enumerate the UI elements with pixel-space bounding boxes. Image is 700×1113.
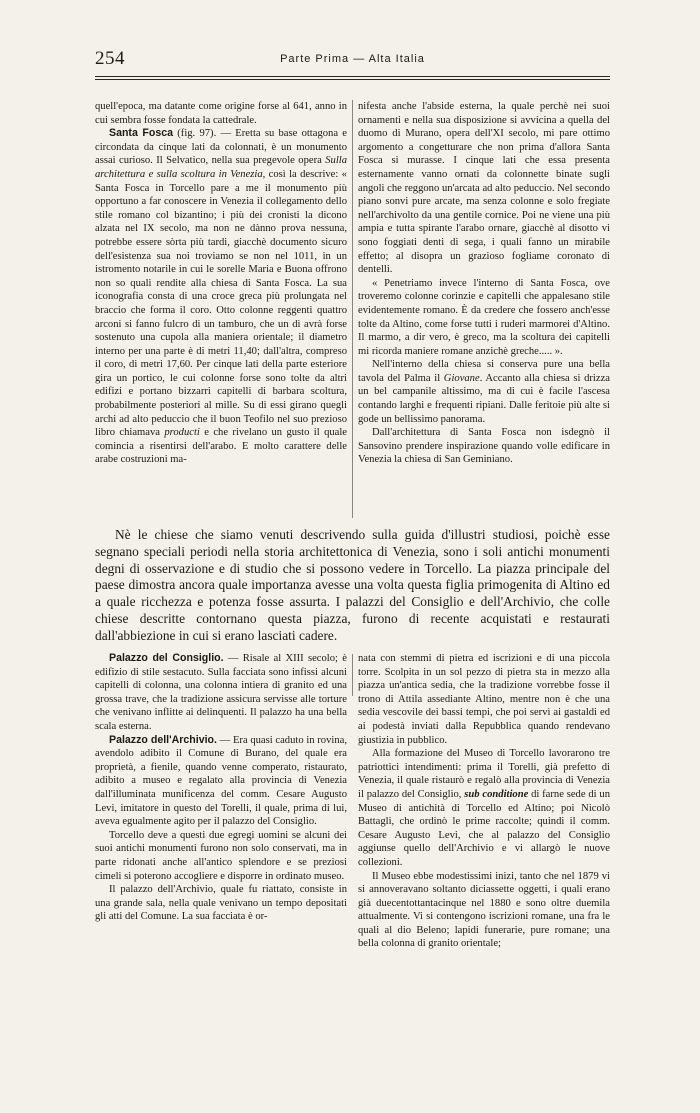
top-right-column: [358, 100, 610, 526]
text-run: così la descrive: « Santa Fosca in Torcello pare a me il monumento più opportuno a far conoscere in Venezia il collegamento dello stile romano col bizantino; i più dei cronisti la dicono alzata nel IX secolo, ma non ne dànno prova nessuna, potrebbe essere sòrta più tardi, giacchè documento sicuro dell'esistenza sua noi troviamo se non nel 1011, in un istromento notarile in cui le sorelle Maria e Buona offrono non so quali rendite alla chiesa di Santa Fosca. La sua iconografia consta di una croce greca più prolungata nel braccio che forma il coro. Otto colonne reggenti quattro arconi si fanno fulcro di un tamburo, che un dì avrà forse sostenuto una cupola alla maniera orientale; il diametro interno per una parte è di metri 11,40; dall'altra, compreso il coro, di metri 17,60. Per cinque lati della parte esteriore gira un portico, le cui colonne forse sono tolte da altri edifizi e portano bizzarri capitelli di barbara scoltura, probabilmente posteriori al mille. Su di essi girano quegli archi ad alto peduccio che il buon Teofilo nel suo prezioso libro chiamava: [95, 168, 347, 439]
column-divider: [352, 100, 353, 518]
paragraph: Torcello deve a questi due egregi uomini se alcuni dei suoi antichi monumenti furono non solo conservati, ma in parte ridonati anche all'antico splendore e se preziosi cimeli si poterono accogliere e disporre in ordinato museo.: [95, 829, 347, 882]
paragraph: Dall'architettura di Santa Fosca non isdegnò il Sansovino prendere inspirazione quando volle edificare in Venezia la chiesa di San Geminiano.: [358, 427, 610, 466]
paragraph: « Penetriamo invece l'interno di Santa Fosca, ove troveremo colonne corinzie e capitelli che appalesano stile evidentemente romano. È da credere che fossero anch'esse tolte da Altino, come forse tutti i ruderi marmorei d'Altino. Il marmo, a dir vero, è greco, ma la scoltura dei capitelli mi ricorda maniere romane anzichè greche..... ».: [358, 277, 610, 357]
italic-term: sub conditione: [464, 788, 529, 800]
section-heading: Santa Fosca: [109, 127, 174, 140]
page-number: 254: [95, 48, 125, 69]
intro-paragraph: [95, 527, 610, 645]
page-header: [95, 48, 610, 72]
paragraph: Il palazzo dell'Archivio, quale fu riattato, consiste in una grande sala, nella quale venivano un tempo depositati gli atti del Comune. La sua facciata è or-: [95, 884, 347, 923]
top-left-column: [95, 100, 347, 526]
italic-term: producti: [164, 427, 200, 439]
book-title: Sulla architettura e sulla scoltura in Venezia,: [95, 155, 347, 180]
palazzo-consiglio-paragraph: [95, 652, 347, 734]
palazzo-archivio-paragraph: [95, 734, 347, 829]
header-rule-thin: [95, 79, 610, 80]
column-divider: [352, 654, 353, 696]
text-run: Alla formazione del Museo di Torcello lavorarono tre patriottici intendimenti: prima il Torelli, già prefetto di Venezia, il quale ristaurò e regalò alla provincia di Venezia il palazzo del Consiglio,: [358, 748, 610, 800]
text-run: (fig. 97). — Eretta su base ottagona e circondata da cinque lati da colonnati, è un monumento assai curioso. Il Selvatico, nella sua pregevole opera: [95, 128, 347, 167]
paragraph: [358, 747, 610, 869]
text-run: di farne sede di un Museo di antichità di Torcello ed Altino; poi Nicolò Battagli, che ordinò le prime raccolte; quindi il comm. Cesare Augusto Levi, che al palazzo del Consiglio aggiunse quello dell'Archivio e vi allargò le nuove collezioni.: [358, 788, 610, 868]
italic-term: Giovane: [443, 372, 480, 384]
text-run: e che rivelano un gusto il quale comincia a risentirsi dell'arabo. E molto carattere delle arabe costruzioni ma-: [95, 427, 348, 466]
bottom-columns: [95, 652, 610, 1082]
paragraph: nata con stemmi di pietra ed iscrizioni e di una piccola torre. Scolpita in un sol pezzo di pietra sta in mezzo alla piazza un'antica sedia, che la tradizione vorrebbe fosse il trono di Attila assediante Altino, mentre non è che una sedia vescovile dei bassi tempi, che poi servì ai gastaldi ed ai podestà inviati dalla Repubblica quando rendevano giustizia in pubblico.: [358, 653, 610, 746]
text-run: — Era quasi caduto in rovina, avendolo adibito il Comune di Burano, del quale era proprietà, a fienile, quando venne comperato, ristaurato, adibito a museo e regalato alla provincia di Venezia dall'illuminata munificenza del comm. Cesare Augusto Levi, imitatore in questo del Torelli, il quale, prima di lui, aveva egualmente agito per il palazzo del Consiglio.: [95, 734, 347, 828]
bottom-right-column: [358, 652, 610, 1082]
text-run: — Risale al XIII secolo; è edifizio di stile sestacuto. Sulla facciata sono infissi alcuni capitelli di colonna, una colonna intiera di granito ed una grossa trave, che la tradizione assicura servisse alle torture che venivano inflitte ai delinquenti. Il palazzo ha una bella scala esterna.: [95, 653, 347, 732]
paragraph: Nè le chiese che siamo venuti descrivendo sulla guida d'illustri studiosi, poichè esse segnano speciali periodi nella storia architettonica di Venezia, sono i soli antichi monumenti degni di osservazione e di studio che si possono vedere in Torcello. La piazza principale del paese dimostra ancora quale importanza avesse una volta questa figlia primogenita di Altino ed a quale ricchezza e potenza fosse assurta. I palazzi del Consiglio e dell'Archivio, che colle chiese descritte contornano questa piazza, furono di recente acquistati e restaurati dall'abbiezione in cui si erano lasciati cadere.: [95, 527, 610, 643]
santa-fosca-paragraph: [95, 127, 347, 467]
header-rule: [95, 76, 610, 77]
section-heading: Palazzo dell'Archivio.: [109, 733, 217, 746]
text-run: . Accanto alla chiesa si drizza un bel campanile altissimo, ma di cui è facile l'ascesa contando larghi e frequenti ripiani. Dalle feritoie più alte si gode un bellissimo panorama.: [358, 372, 610, 425]
paragraph: nifesta anche l'abside esterna, la quale perchè nei suoi ornamenti e nella sua disposizione si avvicina a quella del duomo di Murano, opera dell'XI secolo, mi pare ottimo argomento a congetturare che non prima d'allora Santa Fosca si murasse. I cinque lati che essa presenta esternamente vanno ornati da colonnette binate sugli angoli che reggono un'arcata ad alto peduccio. Nel secondo piano sonvi pure arcate, ma senza colonne e solo fregiate nell'archivolto da una gentile cornice. Poi ne viene una più ampia e tutta spirante l'arabo ornare, giacchè al disotto vi sono foggiati denti di sega, i quali fanno un mirabile effetto; al disopra un grazioso fogliame coronato di dentelli.: [358, 101, 610, 276]
bottom-left-column: [95, 652, 347, 1082]
paragraph: Il Museo ebbe modestissimi inizi, tanto che nel 1879 vi si annoveravano soltanto diciassette oggetti, i quali erano già duecentottantacinque nel 1880 e sono oltre duemila attualmente. Vi si contengono iscrizioni romane, una fra le quali al dio Beleno; lapidi funerarie, pure romane; una bella colonna di granito orientale;: [358, 870, 610, 950]
text-run: Nell'interno della chiesa si conserva pure una bella tavola del Palma il: [358, 359, 610, 384]
paragraph: [358, 358, 610, 426]
running-title: Parte Prima — Alta Italia: [280, 53, 425, 65]
paragraph: quell'epoca, ma datante come origine forse al 641, anno in cui sembra fosse fondata la cattedrale.: [95, 101, 347, 126]
section-heading: Palazzo del Consiglio.: [109, 652, 224, 664]
